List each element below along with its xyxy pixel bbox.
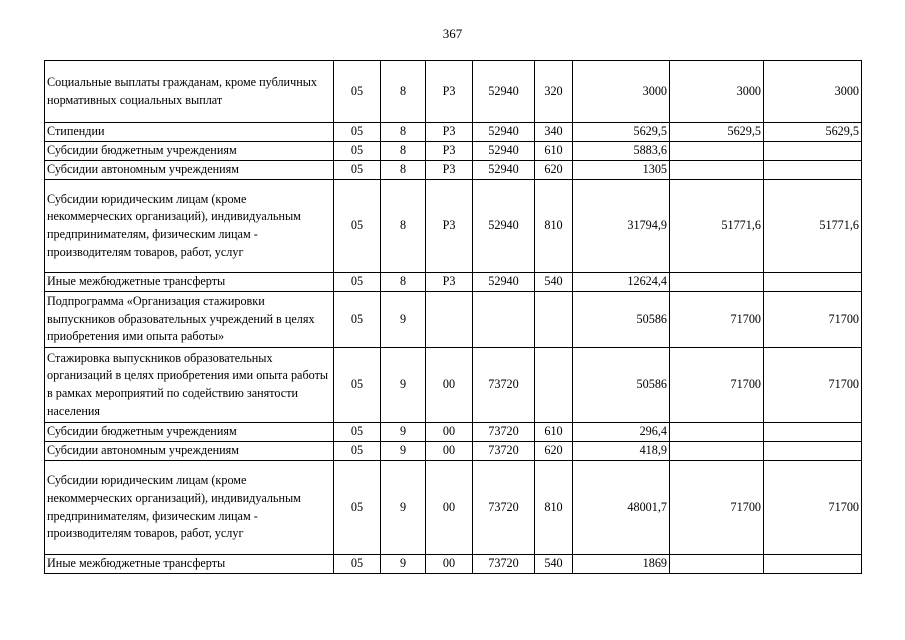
amount-2: 5629,5: [670, 123, 764, 142]
amount-3: 51771,6: [764, 180, 862, 273]
program-code: 8: [381, 123, 426, 142]
subprogram-code: Р3: [426, 142, 473, 161]
amount-2: 71700: [670, 292, 764, 348]
section-code: 05: [334, 273, 381, 292]
subprogram-code: 00: [426, 442, 473, 461]
program-code: 9: [381, 348, 426, 423]
amount-3: [764, 142, 862, 161]
amount-2: [670, 555, 764, 574]
table-row: [45, 442, 862, 461]
direction-code: 73720: [473, 442, 535, 461]
expense-type-code: 620: [535, 161, 573, 180]
amount-3: [764, 161, 862, 180]
section-code: 05: [334, 348, 381, 423]
section-code: 05: [334, 161, 381, 180]
program-code: 9: [381, 461, 426, 555]
table-row: [45, 161, 862, 180]
amount-1: 296,4: [573, 423, 670, 442]
table-row: [45, 423, 862, 442]
direction-code: 73720: [473, 461, 535, 555]
row-name: Стажировка выпускников образовательных организаций в целях приобретения ими опыта работы в рамках мероприятий по содействию занятости населения: [45, 348, 334, 423]
subprogram-code: Р3: [426, 180, 473, 273]
expense-type-code: 810: [535, 461, 573, 555]
expense-type-code: 540: [535, 555, 573, 574]
section-code: 05: [334, 61, 381, 123]
table-row: [45, 123, 862, 142]
amount-2: 3000: [670, 61, 764, 123]
section-code: 05: [334, 180, 381, 273]
section-code: 05: [334, 142, 381, 161]
expense-type-code: [535, 348, 573, 423]
expense-type-code: 540: [535, 273, 573, 292]
subprogram-code: Р3: [426, 273, 473, 292]
table-row: [45, 555, 862, 574]
direction-code: 52940: [473, 161, 535, 180]
subprogram-code: 00: [426, 555, 473, 574]
subprogram-code: [426, 292, 473, 348]
row-name: Стипендии: [45, 123, 334, 142]
direction-code: 73720: [473, 423, 535, 442]
amount-3: 3000: [764, 61, 862, 123]
row-name: Субсидии бюджетным учреждениям: [45, 142, 334, 161]
section-code: 05: [334, 555, 381, 574]
section-code: 05: [334, 423, 381, 442]
subprogram-code: 00: [426, 423, 473, 442]
amount-2: [670, 273, 764, 292]
row-name: Иные межбюджетные трансферты: [45, 273, 334, 292]
amount-2: 71700: [670, 461, 764, 555]
row-name: Субсидии юридическим лицам (кроме некоммерческих организаций), индивидуальным предпринимателям, физическим лицам - производителям товаров, работ, услуг: [45, 180, 334, 273]
table-row: [45, 292, 862, 348]
amount-3: 71700: [764, 348, 862, 423]
subprogram-code: Р3: [426, 123, 473, 142]
section-code: 05: [334, 442, 381, 461]
amount-1: 1305: [573, 161, 670, 180]
amount-3: [764, 555, 862, 574]
table-row: [45, 180, 862, 273]
direction-code: 52940: [473, 142, 535, 161]
section-code: 05: [334, 461, 381, 555]
subprogram-code: Р3: [426, 161, 473, 180]
program-code: 8: [381, 142, 426, 161]
row-name: Субсидии автономным учреждениям: [45, 161, 334, 180]
expense-type-code: 610: [535, 423, 573, 442]
section-code: 05: [334, 292, 381, 348]
direction-code: 73720: [473, 555, 535, 574]
amount-3: [764, 442, 862, 461]
amount-3: [764, 423, 862, 442]
row-name: Субсидии юридическим лицам (кроме некоммерческих организаций), индивидуальным предпринимателям, физическим лицам - производителям товаров, работ, услуг: [45, 461, 334, 555]
row-name: Иные межбюджетные трансферты: [45, 555, 334, 574]
amount-2: [670, 161, 764, 180]
table-row: [45, 461, 862, 555]
amount-2: [670, 142, 764, 161]
direction-code: 52940: [473, 180, 535, 273]
expense-type-code: 810: [535, 180, 573, 273]
program-code: 8: [381, 273, 426, 292]
table-row: [45, 273, 862, 292]
direction-code: 52940: [473, 61, 535, 123]
expense-type-code: 320: [535, 61, 573, 123]
expense-type-code: [535, 292, 573, 348]
subprogram-code: 00: [426, 461, 473, 555]
table-row: [45, 142, 862, 161]
amount-1: 3000: [573, 61, 670, 123]
program-code: 9: [381, 442, 426, 461]
table-row: [45, 61, 862, 123]
program-code: 8: [381, 180, 426, 273]
direction-code: 52940: [473, 273, 535, 292]
amount-1: 1869: [573, 555, 670, 574]
expense-type-code: 340: [535, 123, 573, 142]
page-number: 367: [442, 26, 463, 41]
row-name: Социальные выплаты гражданам, кроме публичных нормативных социальных выплат: [45, 61, 334, 123]
amount-1: 50586: [573, 348, 670, 423]
amount-1: 31794,9: [573, 180, 670, 273]
expense-type-code: 610: [535, 142, 573, 161]
subprogram-code: 00: [426, 348, 473, 423]
table-row: [45, 348, 862, 423]
row-name: Субсидии автономным учреждениям: [45, 442, 334, 461]
program-code: 8: [381, 61, 426, 123]
expense-type-code: 620: [535, 442, 573, 461]
amount-3: 71700: [764, 461, 862, 555]
direction-code: 73720: [473, 348, 535, 423]
direction-code: [473, 292, 535, 348]
amount-1: 418,9: [573, 442, 670, 461]
amount-2: [670, 423, 764, 442]
amount-1: 48001,7: [573, 461, 670, 555]
program-code: 9: [381, 555, 426, 574]
section-code: 05: [334, 123, 381, 142]
amount-1: 12624,4: [573, 273, 670, 292]
amount-2: 71700: [670, 348, 764, 423]
amount-3: 5629,5: [764, 123, 862, 142]
row-name: Подпрограмма «Организация стажировки выпускников образовательных учреждений в целях приобретения ими опыта работы»: [45, 292, 334, 348]
direction-code: 52940: [473, 123, 535, 142]
amount-1: 5629,5: [573, 123, 670, 142]
subprogram-code: Р3: [426, 61, 473, 123]
program-code: 8: [381, 161, 426, 180]
amount-1: 50586: [573, 292, 670, 348]
amount-1: 5883,6: [573, 142, 670, 161]
amount-2: 51771,6: [670, 180, 764, 273]
amount-3: 71700: [764, 292, 862, 348]
program-code: 9: [381, 292, 426, 348]
program-code: 9: [381, 423, 426, 442]
amount-3: [764, 273, 862, 292]
budget-table: [44, 60, 862, 574]
row-name: Субсидии бюджетным учреждениям: [45, 423, 334, 442]
amount-2: [670, 442, 764, 461]
